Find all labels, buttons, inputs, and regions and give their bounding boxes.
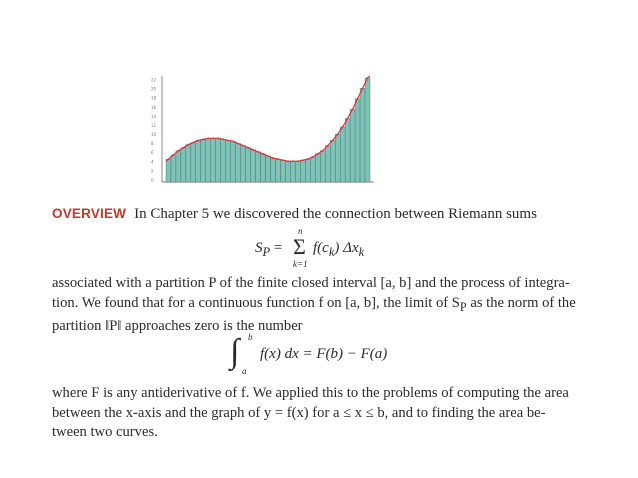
sample-point xyxy=(342,126,344,128)
sample-point xyxy=(307,158,309,160)
sample-point xyxy=(222,138,224,140)
riemann-sum-figure xyxy=(148,70,378,190)
riemann-bar xyxy=(300,160,305,182)
paragraph-1-line-1: associated with a partition P of the finite closed interval [a, b] and the process of integra- xyxy=(52,275,570,291)
riemann-bar xyxy=(345,119,350,182)
sample-point xyxy=(297,160,299,162)
sample-point xyxy=(277,158,279,160)
riemann-bar xyxy=(256,152,261,182)
riemann-bar xyxy=(310,157,315,182)
sample-point xyxy=(212,137,214,139)
y-tick-label: 20 xyxy=(151,86,157,92)
y-tick-label: 14 xyxy=(151,113,157,119)
sample-point xyxy=(332,140,334,142)
sample-point xyxy=(252,149,254,151)
sample-point xyxy=(287,160,289,162)
sample-point xyxy=(197,140,199,142)
riemann-bar xyxy=(280,160,285,182)
sample-point xyxy=(227,140,229,142)
sample-point xyxy=(367,77,369,79)
paragraph-2-line-2: between the x-axis and the graph of y = f(x) for a ≤ x ≤ b, and to finding the area be- xyxy=(52,404,546,421)
sample-point xyxy=(237,143,239,145)
riemann-bar xyxy=(330,140,335,182)
riemann-bar xyxy=(325,146,330,182)
sample-point xyxy=(187,144,189,146)
y-tick-label: 8 xyxy=(151,141,154,147)
y-tick-label: 0 xyxy=(151,177,154,183)
y-tick-label: 16 xyxy=(151,104,157,110)
sample-point xyxy=(317,153,319,155)
sample-point xyxy=(173,154,175,156)
sample-point xyxy=(327,145,329,147)
sample-point xyxy=(247,147,249,149)
riemann-bar xyxy=(290,161,295,182)
riemann-bar xyxy=(340,127,345,182)
sample-point xyxy=(267,155,269,157)
riemann-sum-equation xyxy=(255,226,405,272)
paragraph-2-line-3: tween two curves. xyxy=(52,424,158,440)
sample-point xyxy=(183,147,185,149)
sum-lhs: $S_P$ = xyxy=(255,240,283,259)
riemann-bar xyxy=(360,88,365,182)
y-tick-label: 2 xyxy=(151,168,154,174)
riemann-bar xyxy=(275,159,280,182)
sample-point xyxy=(242,145,244,147)
sample-point xyxy=(257,151,259,153)
riemann-bar xyxy=(355,99,360,182)
sample-point xyxy=(202,138,204,140)
sample-point xyxy=(168,158,170,160)
integral-lower-limit: a xyxy=(242,366,247,376)
riemann-bar xyxy=(216,138,221,182)
paragraph-2 xyxy=(52,384,592,443)
overview-line xyxy=(52,206,537,223)
paragraph-1 xyxy=(52,274,592,336)
riemann-bar xyxy=(186,145,191,182)
riemann-bar xyxy=(236,144,241,182)
riemann-bar xyxy=(320,151,325,182)
riemann-bar xyxy=(231,141,236,182)
paragraph-2-line-1: where F is any antiderivative of f. We applied this to the problems of computing the area xyxy=(52,385,569,401)
overview-tag: OVERVIEW xyxy=(52,206,127,221)
riemann-bar xyxy=(191,142,196,182)
riemann-bar xyxy=(315,154,320,182)
riemann-bar xyxy=(241,146,246,182)
overview-text: In Chapter 5 we discovered the connection between Riemann sums xyxy=(134,206,537,222)
sample-point xyxy=(357,98,359,100)
riemann-bar xyxy=(166,159,171,182)
y-tick-label: 22 xyxy=(151,77,157,83)
y-tick-label: 12 xyxy=(151,122,157,128)
sample-point xyxy=(352,108,354,110)
sample-point xyxy=(272,157,274,159)
riemann-bar xyxy=(176,151,181,182)
riemann-bar xyxy=(295,161,300,182)
sum-body: $f(c_k)$ $\Delta x_k$ xyxy=(313,240,365,259)
paragraph-1-line-2: tion. We found that for a continuous function f on [a, b], the limit of $S_P$ as the norm of the xyxy=(52,294,576,314)
sample-point xyxy=(207,137,209,139)
sample-point xyxy=(337,133,339,135)
sample-point xyxy=(282,159,284,161)
sample-point xyxy=(362,88,364,90)
y-tick-label: 18 xyxy=(151,95,157,101)
sample-point xyxy=(322,150,324,152)
riemann-bar xyxy=(181,148,186,182)
sample-point xyxy=(192,142,194,144)
sample-point xyxy=(312,156,314,158)
sample-point xyxy=(217,137,219,139)
riemann-bar xyxy=(350,109,355,182)
ftc-equation xyxy=(230,332,430,378)
integral-sign: ∫ xyxy=(230,333,240,370)
riemann-bar xyxy=(251,150,256,182)
sum-upper-limit: n xyxy=(298,226,303,236)
sum-lower-limit: k=1 xyxy=(293,259,308,269)
riemann-bar xyxy=(211,138,216,182)
sample-point xyxy=(292,160,294,162)
y-tick-label: 10 xyxy=(151,132,157,138)
sample-point xyxy=(262,153,264,155)
riemann-bar xyxy=(270,158,275,182)
riemann-bar xyxy=(261,154,266,182)
riemann-bar xyxy=(365,78,370,182)
sigma-symbol: Σ xyxy=(293,234,306,259)
riemann-bars xyxy=(166,78,370,182)
riemann-bar xyxy=(171,155,176,182)
sample-point xyxy=(178,150,180,152)
paragraph-1-line-3: partition ‖P‖ approaches zero is the number xyxy=(52,317,303,334)
riemann-bar xyxy=(305,159,310,182)
riemann-bar xyxy=(335,134,340,182)
sample-point xyxy=(302,159,304,161)
y-axis-ticks xyxy=(151,78,157,183)
y-tick-label: 6 xyxy=(151,150,154,156)
sample-point xyxy=(347,118,349,120)
riemann-bar xyxy=(285,161,290,182)
integral-body: f(x) dx = F(b) − F(a) xyxy=(260,346,388,362)
riemann-bar xyxy=(206,138,211,182)
riemann-bar xyxy=(266,156,271,182)
integral-upper-limit: b xyxy=(248,332,253,342)
riemann-bar xyxy=(196,140,201,182)
riemann-bar xyxy=(221,139,226,182)
y-tick-label: 4 xyxy=(151,159,154,165)
riemann-bar xyxy=(246,148,251,182)
sample-point xyxy=(232,141,234,143)
riemann-bar xyxy=(201,139,206,182)
riemann-bar xyxy=(226,140,231,182)
